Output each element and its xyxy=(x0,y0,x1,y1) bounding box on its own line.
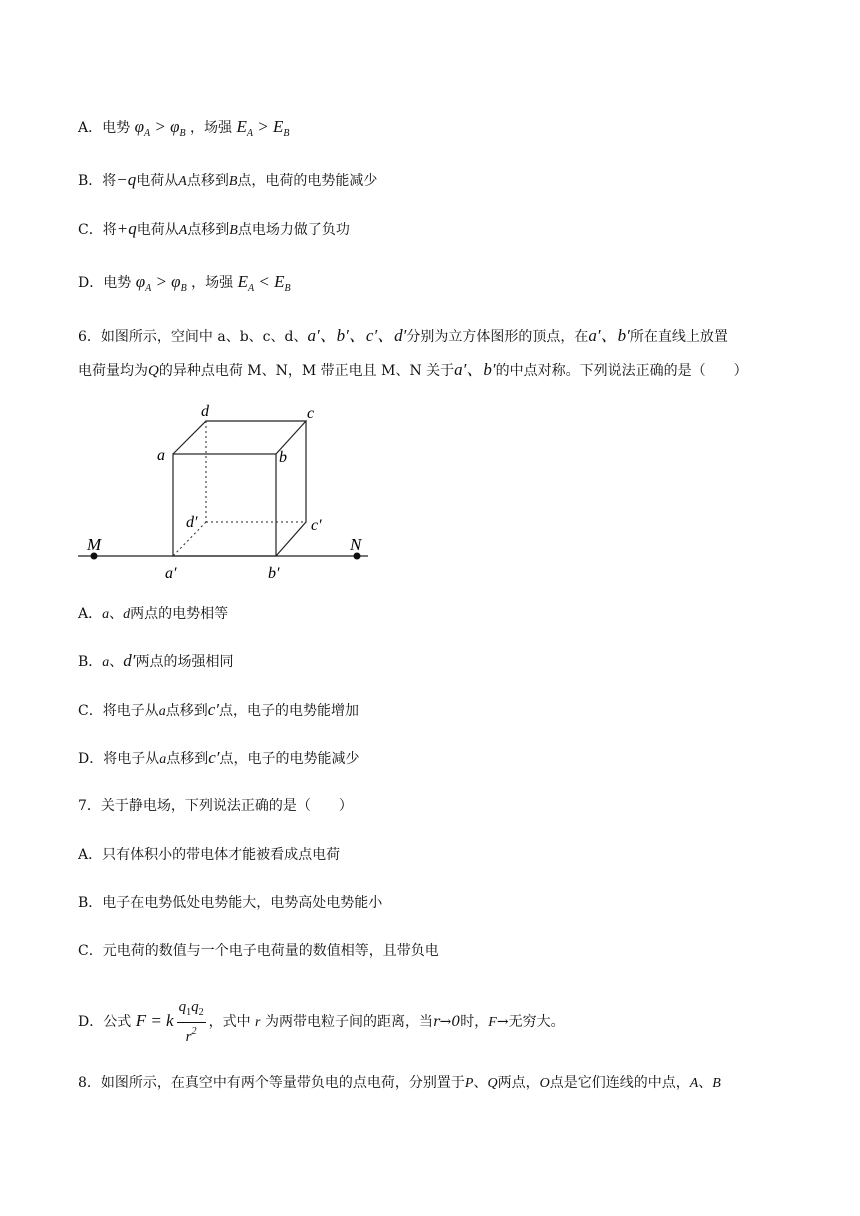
formula: $\varphi_A > \varphi_B$ xyxy=(134,117,186,139)
right-edge xyxy=(276,421,306,556)
label-b-prime: b′ xyxy=(268,565,280,582)
cube-figure xyxy=(0,0,860,600)
point-label: d xyxy=(123,607,131,622)
option-text: 点，电子的电势能减少 xyxy=(219,751,360,767)
option-text: 点移到 xyxy=(165,703,208,719)
option-text: ，式中 xyxy=(208,1014,251,1030)
point-label: d′ xyxy=(123,651,136,670)
option-text: 点移到 xyxy=(166,751,209,767)
stem-text: 6．如图所示，空间中 a、b、c、d、 xyxy=(78,329,308,345)
label-c-prime: c′ xyxy=(311,517,322,534)
stem-text: 两点， xyxy=(497,1075,540,1091)
option-text: 点电场力做了负功 xyxy=(237,222,350,238)
q7-option-d xyxy=(78,998,565,1046)
charge-symbol: Q xyxy=(148,363,159,379)
option-text: 点移到 xyxy=(186,173,229,189)
option-text: B．将 xyxy=(78,173,117,189)
option-text: C．将电子从 xyxy=(78,703,159,719)
formula-fraction: $\frac{q_1q_2}{r^2}$ xyxy=(178,999,204,1045)
option-text: D．将电子从 xyxy=(78,751,160,767)
label-m: M xyxy=(87,535,102,554)
point-label: A xyxy=(689,1076,699,1091)
stem-text: 、 xyxy=(473,1075,488,1091)
stem-text: 的中点对称。下列说法正确的是（ ） xyxy=(495,363,748,379)
point-label: Q xyxy=(487,1076,498,1091)
point-label: B xyxy=(228,174,238,189)
stem-text: 分别为立方体图形的顶点，在 xyxy=(406,329,589,345)
point-label: a xyxy=(102,655,110,670)
stem-text: 8．如图所示，在真空中有两个等量带负电的点电荷，分别置于 xyxy=(78,1075,465,1091)
formula: $E_A > E_B$ xyxy=(236,117,290,139)
label-c: c xyxy=(307,405,315,422)
option-text: ，场强 xyxy=(190,120,233,136)
label-a-prime: a′ xyxy=(165,565,177,582)
option-text: 时， xyxy=(460,1014,489,1030)
stem-text: 、 xyxy=(698,1075,713,1091)
limit-expression: r→0 xyxy=(432,1014,461,1030)
point-label: a xyxy=(102,607,110,622)
option-text: 两点的电势相等 xyxy=(130,606,229,622)
vertex-labels: a′、b′ xyxy=(588,326,630,345)
point-label: c′ xyxy=(207,700,219,719)
option-label: A．电势 xyxy=(78,120,131,136)
option-text: D．公式 xyxy=(78,1014,132,1030)
option-text: A． xyxy=(78,606,103,622)
label-n: N xyxy=(350,535,362,554)
charge-symbol: −q xyxy=(116,170,137,189)
q6-option-d xyxy=(78,748,360,770)
point-label: B xyxy=(229,223,238,238)
q6-option-a xyxy=(78,604,228,625)
symbol-r: r xyxy=(255,1015,261,1030)
point-label: a xyxy=(158,704,166,719)
point-label: A xyxy=(178,174,187,189)
label-a: a xyxy=(157,447,165,464)
option-text: 点，电荷的电势能减少 xyxy=(237,173,378,189)
option-text: 点，电子的电势能增加 xyxy=(218,703,359,719)
stem-text: 的异种点电荷 M、N，M 带正电且 M、N 关于 xyxy=(158,363,455,379)
stem-text: 点是它们连线的中点， xyxy=(549,1075,690,1091)
point-label: B xyxy=(712,1076,721,1091)
symbol-f: F xyxy=(488,1015,497,1030)
option-text: 、 xyxy=(109,606,124,622)
stem-text: 所在直线上放置 xyxy=(629,329,728,345)
option-text: →无穷大。 xyxy=(496,1014,565,1030)
option-label: D．电势 xyxy=(78,275,132,291)
label-b: b xyxy=(279,449,287,466)
formula-coulomb: F = k xyxy=(135,1011,174,1030)
label-d: d xyxy=(201,403,209,420)
option-text: 电荷从 xyxy=(136,222,179,238)
option-text: 电荷从 xyxy=(136,173,179,189)
option-text: 、 xyxy=(109,654,124,670)
point-label: A xyxy=(178,223,188,238)
q7-stem: 7．关于静电场，下列说法正确的是（ ） xyxy=(78,798,353,814)
q7-option-b: B．电子在电势低处电势能大，电势高处电势能小 xyxy=(78,895,383,911)
point-label: a xyxy=(159,752,167,767)
vertex-labels: a′、b′、c′、d′ xyxy=(307,326,407,345)
point-label: c′ xyxy=(208,748,220,767)
formula: $\varphi_A > \varphi_B$ xyxy=(135,272,187,294)
formula: $E_A < E_B$ xyxy=(237,272,291,294)
q7-option-c: C．元电荷的数值与一个电子电荷量的数值相等，且带负电 xyxy=(78,943,439,959)
q7-option-a: A．只有体积小的带电体才能被看成点电荷 xyxy=(78,847,341,863)
option-text: 两点的场强相同 xyxy=(135,654,234,670)
point-label: O xyxy=(539,1076,550,1091)
stem-text: 电荷量均为 xyxy=(78,363,148,379)
option-text: 点移到 xyxy=(187,222,230,238)
label-d-prime: d′ xyxy=(186,514,198,531)
point-label: P xyxy=(464,1076,474,1091)
option-text: C．将 xyxy=(78,222,117,238)
vertex-labels: a′、b′ xyxy=(454,360,496,379)
q6-option-c xyxy=(78,700,359,722)
option-text: 为两带电粒子间的距离，当 xyxy=(264,1014,433,1030)
q6-option-b xyxy=(78,651,234,673)
option-text: ，场强 xyxy=(191,275,234,291)
charge-symbol: +q xyxy=(116,219,137,238)
option-text: B． xyxy=(78,654,103,670)
q8-stem xyxy=(78,1073,721,1094)
